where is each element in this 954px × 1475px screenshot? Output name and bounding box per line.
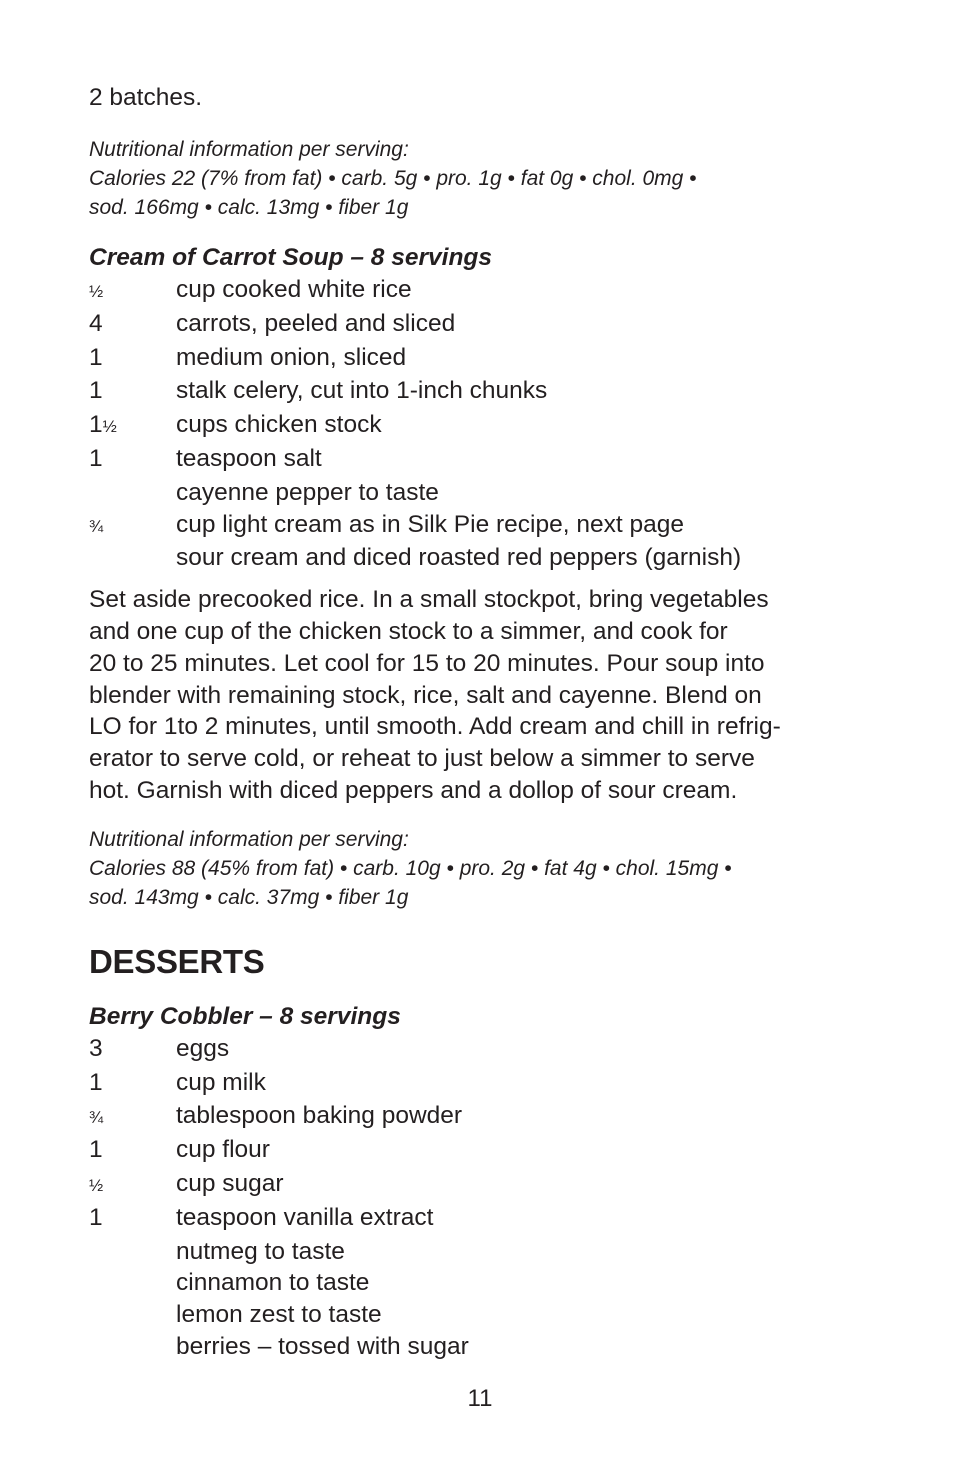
ingredient-qty: 1 xyxy=(89,1068,103,1096)
ingredient-qty xyxy=(89,1236,176,1268)
ingredient-row xyxy=(89,1168,869,1202)
ingredient-row xyxy=(89,542,869,574)
ingredient-qty xyxy=(89,1267,176,1299)
ingredient-item: lemon zest to taste xyxy=(176,1301,382,1329)
nutrition-line: sod. 143mg • calc. 37mg • fiber 1g xyxy=(89,885,409,909)
nutrition-heading: Nutritional information per serving: xyxy=(89,827,409,851)
ingredient-row xyxy=(89,1067,869,1101)
directions-line: erator to serve cold, or reheat to just below a simmer to serve xyxy=(89,745,755,773)
ingredient-item: eggs xyxy=(176,1034,230,1062)
ingredient-qty: 1 xyxy=(89,1203,103,1231)
ingredient-item: cup milk xyxy=(176,1068,266,1096)
nutrition-heading: Nutritional information per serving: xyxy=(89,138,409,161)
directions-line: and one cup of the chicken stock to a simmer, and cook for xyxy=(89,617,728,645)
recipe-page xyxy=(89,82,869,1363)
ingredient-item: cups chicken stock xyxy=(176,411,382,439)
ingredient-qty: 1 xyxy=(89,444,103,472)
ingredient-item: tablespoon baking powder xyxy=(176,1102,463,1130)
ingredient-row xyxy=(89,477,869,509)
ingredient-item: cup cooked white rice xyxy=(176,276,412,303)
ingredient-row xyxy=(89,342,869,376)
ingredient-qty: 1½ xyxy=(89,411,117,439)
ingredient-qty: ½ xyxy=(89,282,104,301)
ingredient-qty xyxy=(89,477,176,509)
nutrition-line: sod. 166mg • calc. 13mg • fiber 1g xyxy=(89,196,409,219)
ingredient-qty: 1 xyxy=(89,343,103,371)
ingredient-qty: 1 xyxy=(89,1136,103,1164)
recipe-title-cobbler: Berry Cobbler – 8 servings xyxy=(89,1002,401,1030)
ingredient-item: berries – tossed with sugar xyxy=(176,1332,469,1360)
ingredient-row xyxy=(89,1236,869,1268)
ingredient-row xyxy=(89,1134,869,1168)
nutrition-line: Calories 88 (45% from fat) • carb. 10g • pro. 2g • fat 4g • chol. 15mg • xyxy=(89,856,732,880)
ingredient-row xyxy=(89,375,869,409)
ingredient-qty: ¾ xyxy=(89,1108,104,1128)
ingredient-item: cup sugar xyxy=(176,1169,284,1197)
intro-line: 2 batches. xyxy=(89,84,203,111)
nutrition-block-1 xyxy=(89,135,869,222)
directions-line: hot. Garnish with diced peppers and a dollop of sour cream. xyxy=(89,776,738,804)
ingredient-qty: 4 xyxy=(89,309,103,337)
page-number: 11 xyxy=(467,1385,493,1412)
nutrition-line: Calories 22 (7% from fat) • carb. 5g • pro. 1g • fat 0g • chol. 0mg • xyxy=(89,167,697,190)
directions-line: blender with remaining stock, rice, salt and cayenne. Blend on xyxy=(89,681,762,709)
directions-soup xyxy=(89,584,869,807)
ingredient-qty: 3 xyxy=(89,1034,103,1062)
directions-line: LO for 1to 2 minutes, until smooth. Add cream and chill in refrig- xyxy=(89,713,781,741)
ingredient-qty xyxy=(89,1331,176,1363)
directions-line: 20 to 25 minutes. Let cool for 15 to 20 minutes. Pour soup into xyxy=(89,649,765,677)
ingredient-row xyxy=(89,308,869,342)
ingredient-qty xyxy=(89,542,176,574)
ingredient-row xyxy=(89,1033,869,1067)
ingredient-item: teaspoon vanilla extract xyxy=(176,1203,434,1231)
ingredient-item: sour cream and diced roasted red peppers (garnish) xyxy=(176,544,742,572)
ingredient-item: cup light cream as in Silk Pie recipe, next page xyxy=(176,510,684,538)
ingredient-item: cayenne pepper to taste xyxy=(176,478,439,506)
ingredient-item: carrots, peeled and sliced xyxy=(176,309,456,337)
ingredient-item: cup flour xyxy=(176,1136,270,1164)
ingredient-row xyxy=(89,1202,869,1236)
ingredient-item: cinnamon to taste xyxy=(176,1269,370,1297)
ingredient-item: stalk celery, cut into 1-inch chunks xyxy=(176,377,548,405)
directions-line: Set aside precooked rice. In a small stockpot, bring vegetables xyxy=(89,586,769,614)
ingredient-item: nutmeg to taste xyxy=(176,1237,345,1265)
ingredient-row xyxy=(89,443,869,477)
ingredient-list-soup xyxy=(89,274,869,574)
ingredient-qty: ½ xyxy=(89,1175,104,1195)
ingredient-row xyxy=(89,1299,869,1331)
ingredient-qty: 1 xyxy=(89,377,103,405)
section-title-desserts: DESSERTS xyxy=(89,942,265,980)
ingredient-qty: ¾ xyxy=(89,516,104,536)
ingredient-row xyxy=(89,1267,869,1299)
ingredient-qty xyxy=(89,1299,176,1331)
ingredient-list-cobbler xyxy=(89,1033,869,1363)
ingredient-row xyxy=(89,409,869,443)
ingredient-row xyxy=(89,1100,869,1134)
ingredient-item: teaspoon salt xyxy=(176,444,322,472)
ingredient-row xyxy=(89,509,869,543)
recipe-title-soup: Cream of Carrot Soup – 8 servings xyxy=(89,244,493,271)
nutrition-block-2 xyxy=(89,825,869,912)
ingredient-row xyxy=(89,274,869,308)
ingredient-item: medium onion, sliced xyxy=(176,343,407,371)
ingredient-row xyxy=(89,1331,869,1363)
